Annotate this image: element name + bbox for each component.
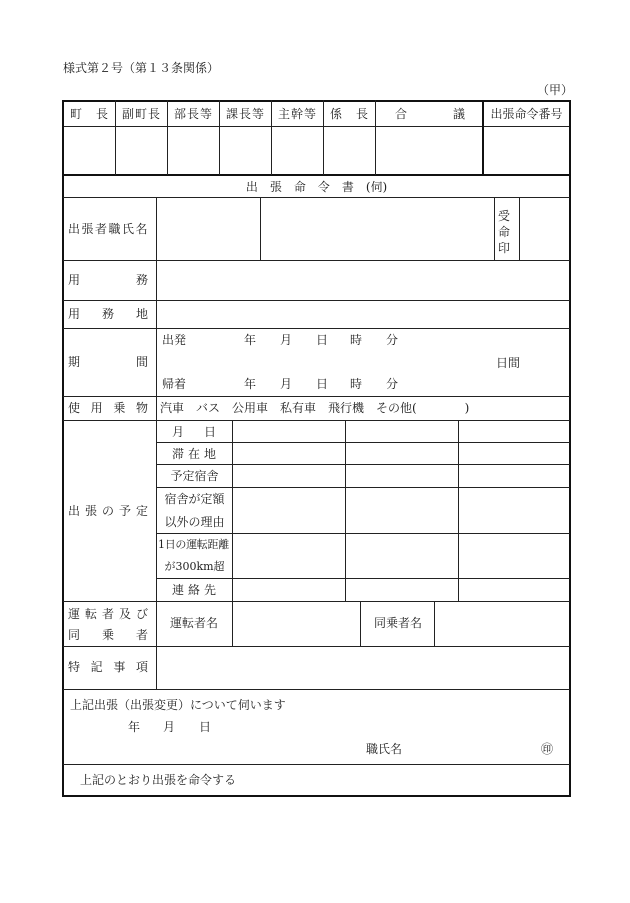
departure-year-unit: 年 <box>244 333 257 347</box>
receipt-seal-box[interactable] <box>520 198 569 260</box>
form-number: 様式第２号（第１３条関係） <box>63 61 220 75</box>
request-text: 上記出張（出張変更）について伺います <box>70 698 286 712</box>
transport-label: 使 用 乗 物 <box>68 401 148 415</box>
order-text: 上記のとおり出張を命令する <box>80 773 237 787</box>
schedule-lodging-label: 予定宿舎 <box>170 469 219 483</box>
remarks-label: 特 記 事 項 <box>68 660 148 674</box>
header-vice-head: 副町長 <box>121 107 161 121</box>
passenger-name-field[interactable] <box>435 602 569 646</box>
purpose-label: 用 務 <box>68 273 148 287</box>
form-variant: （甲） <box>537 83 574 97</box>
destination-label: 用 務 地 <box>68 307 148 321</box>
driver-label-2: 同 乗 者 <box>68 628 148 642</box>
header-consult: 合 議 <box>395 107 465 121</box>
return-month-unit: 月 <box>280 377 293 391</box>
period-label: 期 間 <box>68 355 148 369</box>
destination-field[interactable] <box>157 301 569 328</box>
schedule-contact-label: 連 絡 先 <box>172 583 216 597</box>
return-day-unit: 日 <box>316 377 329 391</box>
header-dept-head: 部長等 <box>173 107 213 121</box>
driver-label-1: 運 転 者 及 び <box>68 607 148 621</box>
receipt-seal-label: 受命印 <box>498 209 511 255</box>
driver-name-field[interactable] <box>233 602 360 646</box>
schedule-driving-2: が300km超 <box>164 560 225 573</box>
header-town-head: 町 長 <box>70 107 108 121</box>
document-title: 出 張 命 令 書 (伺) <box>245 180 388 194</box>
purpose-field[interactable] <box>157 261 569 300</box>
departure-month-unit: 月 <box>280 333 293 347</box>
schedule-lodging-reason-2: 以外の理由 <box>164 515 225 529</box>
departure-day-unit: 日 <box>316 333 329 347</box>
departure-label: 出発 <box>162 333 187 347</box>
departure-hour-unit: 時 <box>350 333 363 347</box>
header-order-number: 出張命令番号 <box>490 107 563 121</box>
schedule-date-label: 月 日 <box>172 425 216 439</box>
traveler-label: 出張者職氏名 <box>68 222 150 236</box>
schedule-label: 出 張 の 予 定 <box>68 504 148 518</box>
departure-minute-unit: 分 <box>386 333 399 347</box>
period-days-unit: 日間 <box>496 356 521 370</box>
schedule-driving-1: 1日の運転距離 <box>158 538 229 551</box>
driver-name-label: 運転者名 <box>170 616 219 630</box>
header-manager: 主幹等 <box>277 107 317 121</box>
return-year-unit: 年 <box>244 377 257 391</box>
request-month-unit: 月 <box>163 720 176 734</box>
request-day-unit: 日 <box>199 720 212 734</box>
remarks-field[interactable] <box>157 647 569 689</box>
transport-options[interactable]: 汽車 バス 公用車 私有車 飛行機 その他( ) <box>160 401 470 415</box>
return-hour-unit: 時 <box>350 377 363 391</box>
schedule-lodging-reason-1: 宿舎が定額 <box>164 492 225 506</box>
return-minute-unit: 分 <box>386 377 399 391</box>
seal-mark: ㊞ <box>541 742 554 756</box>
traveler-name-field[interactable] <box>157 198 494 260</box>
header-section-head: 課長等 <box>225 107 265 121</box>
request-name-label: 職氏名 <box>366 742 403 756</box>
passenger-name-label: 同乗者名 <box>374 616 423 630</box>
header-chief: 係 長 <box>330 107 368 121</box>
schedule-stay-place-label: 滞 在 地 <box>172 447 216 461</box>
request-year-unit: 年 <box>128 720 141 734</box>
return-label: 帰着 <box>162 377 187 391</box>
